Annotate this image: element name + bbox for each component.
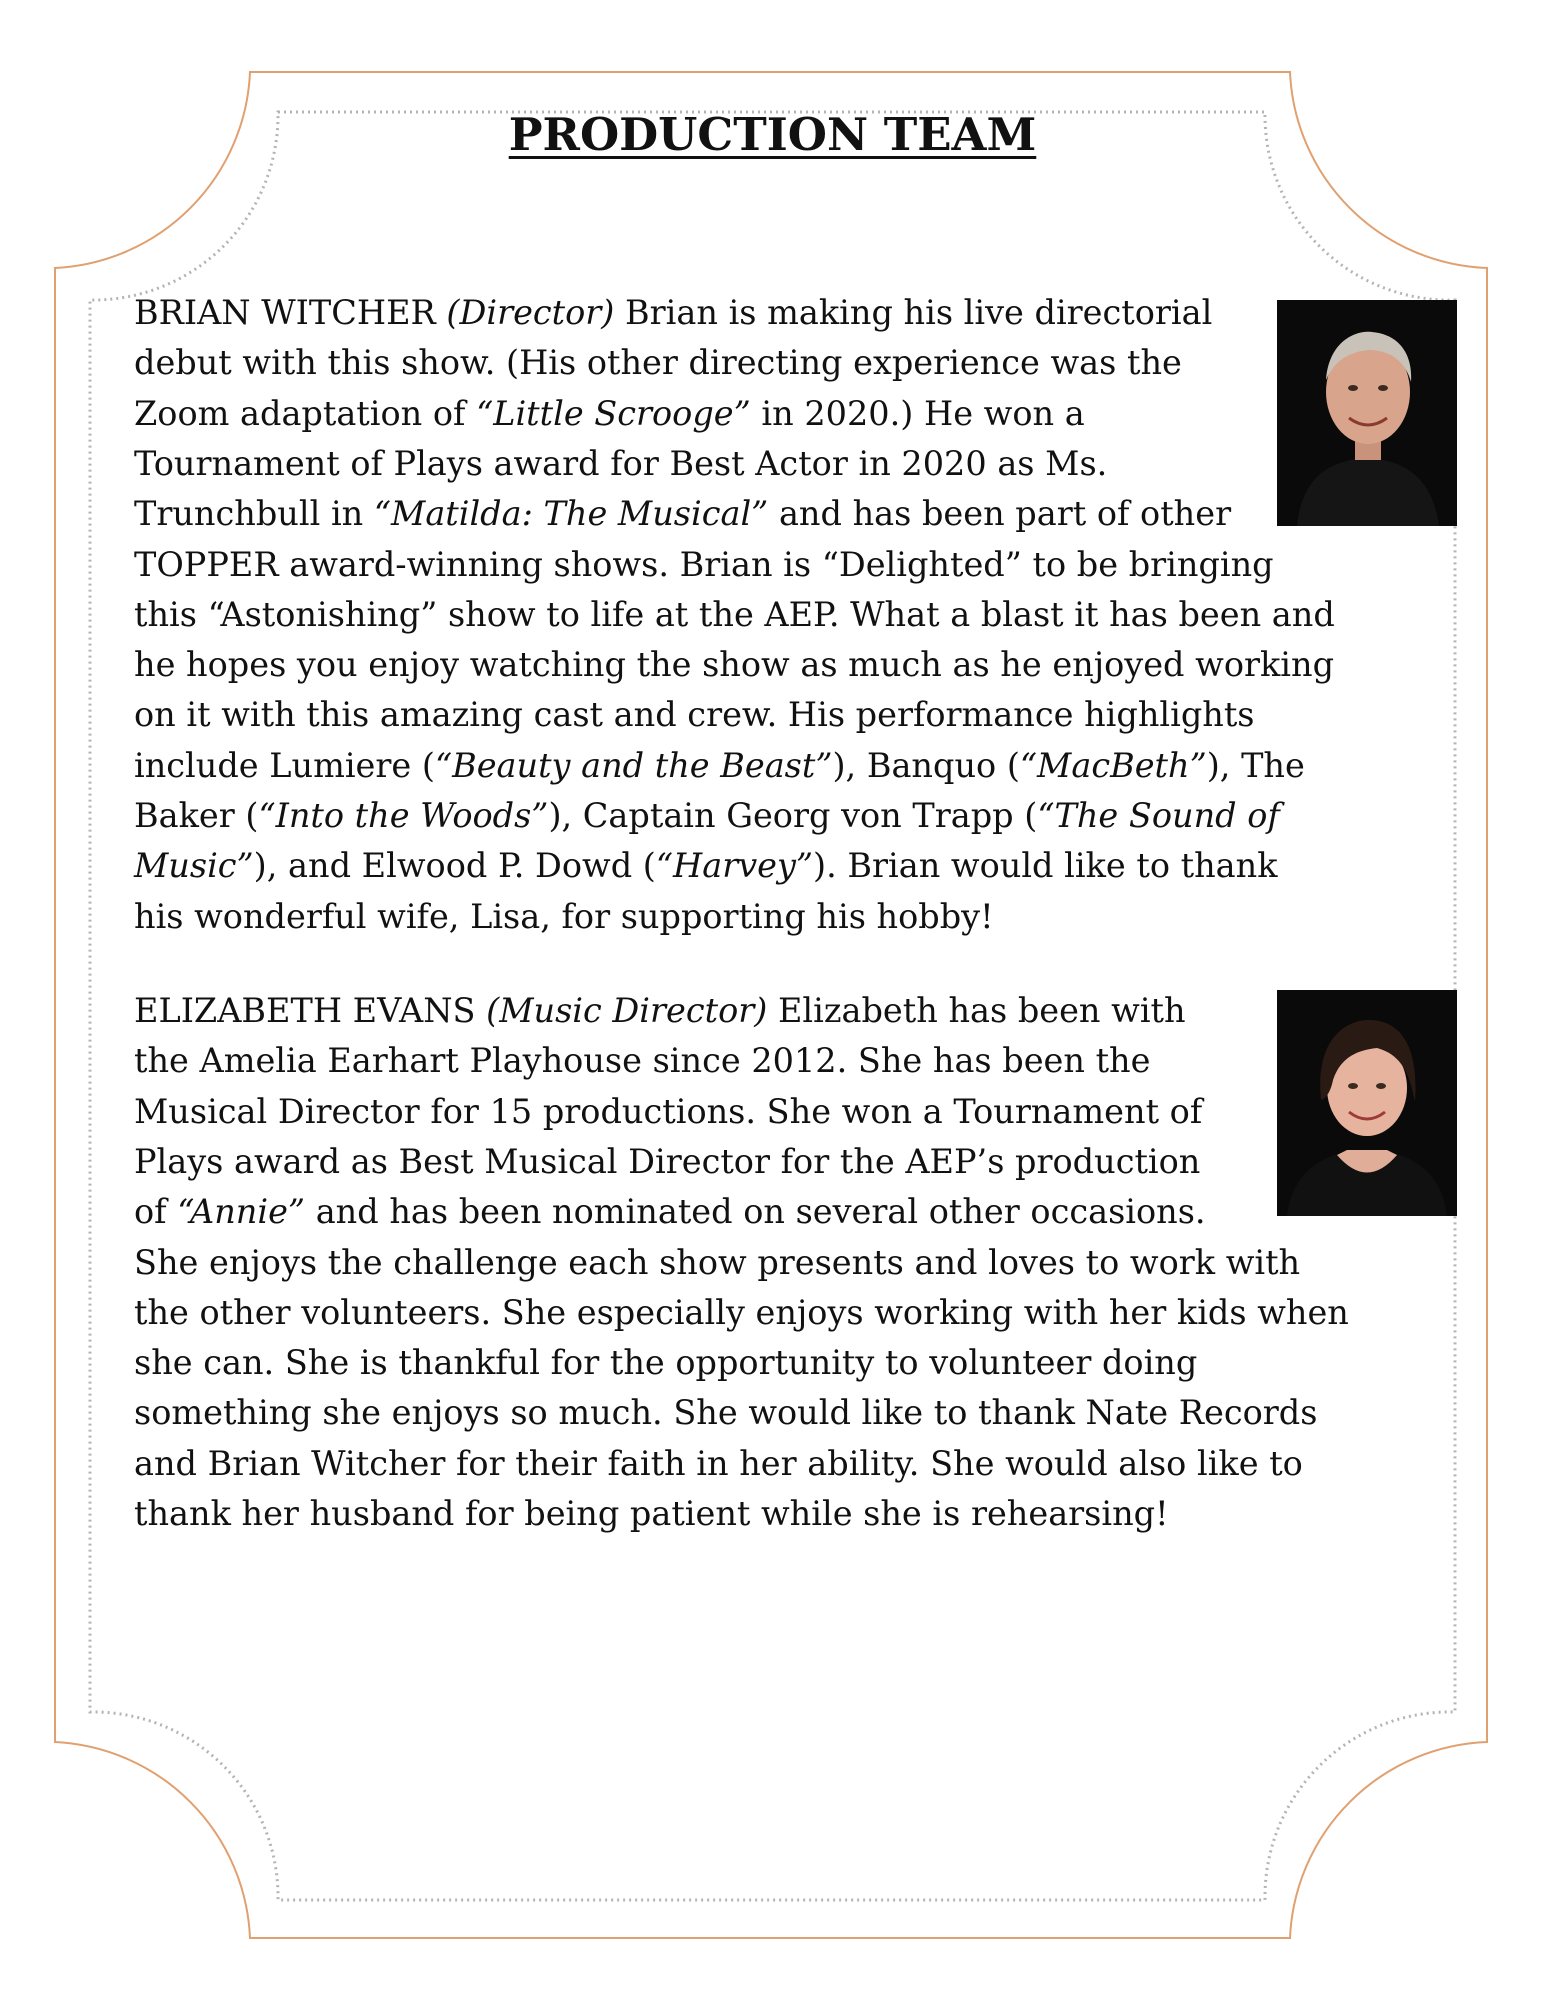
text-run: and has been part of other (768, 494, 1232, 534)
bio-line (134, 339, 1182, 387)
text-run: she can. She is thankful for the opportunity to volunteer doing (134, 1343, 1198, 1383)
bio-line (134, 987, 1186, 1035)
bio-line (134, 1490, 1169, 1538)
italic-text: (Music Director) (486, 991, 768, 1030)
elizabeth-evans-photo (1277, 990, 1457, 1216)
text-run: ). Brian would like to thank (813, 846, 1278, 886)
bio-line (134, 1138, 1200, 1186)
text-run: on it with this amazing cast and crew. His performance highlights (134, 695, 1255, 735)
text-run: ), Captain Georg von Trapp ( (548, 796, 1038, 835)
text-run: his wonderful wife, Lisa, for supporting his hobby! (134, 896, 994, 936)
text-run: ), The (1206, 745, 1305, 785)
text-run: and has been nominated on several other occasions. (305, 1192, 1206, 1232)
text-run: this “Astonishing” show to life at the AEP. What a blast it has been and (134, 594, 1335, 634)
bio-line (134, 440, 1107, 488)
bio-line (134, 541, 1274, 589)
italic-text: “Beauty and the Beast” (434, 745, 833, 785)
text-run: Zoom adaptation of (134, 393, 477, 433)
bio-line (134, 842, 1278, 890)
text-run: include Lumiere ( (134, 745, 435, 785)
text-run: Plays award as Best Musical Director for the AEP’s production (134, 1141, 1201, 1181)
text-run: TOPPER award-winning shows. Brian is “Delighted” to be bringing (134, 544, 1274, 584)
italic-text: “MacBeth” (1019, 745, 1207, 785)
text-run: Tournament of Plays award for Best Actor in 2020 as Ms. (134, 443, 1108, 483)
bio-line (134, 1088, 1202, 1136)
text-run: Brian is making his live directorial (614, 293, 1213, 332)
bio-line (134, 691, 1255, 739)
text-run: thank her husband for being patient while she is rehearsing! (134, 1494, 1169, 1533)
bio-line (134, 490, 1231, 538)
italic-text: (Director) (446, 293, 615, 332)
text-run: and Brian Witcher for their faith in her ability. She would also like to (134, 1443, 1303, 1483)
bio-line (134, 1037, 1150, 1085)
text-run: Baker ( (134, 796, 259, 835)
text-run: ), Banquo ( (832, 745, 1020, 785)
text-run: She enjoys the challenge each show presents and loves to work with (134, 1242, 1301, 1282)
bio-line (134, 390, 1085, 438)
text-run: the other volunteers. She especially enjoys working with her kids when (134, 1292, 1349, 1332)
italic-text: “Annie” (177, 1192, 306, 1232)
bio-line (134, 1440, 1303, 1488)
text-run: Trunchbull in (134, 494, 374, 534)
bio-line (134, 641, 1334, 689)
italic-text: “Harvey” (655, 846, 814, 886)
text-run: ), and Elwood P. Dowd ( (253, 846, 656, 886)
italic-text: “Matilda: The Musical” (373, 494, 769, 534)
bio-line (134, 893, 994, 941)
italic-text: Music” (134, 846, 254, 886)
bio-line (134, 591, 1335, 639)
bio-line (134, 1339, 1197, 1387)
text-run: of (134, 1192, 178, 1232)
brian-witcher-photo (1277, 300, 1457, 526)
italic-text: “Into the Woods” (258, 796, 549, 835)
italic-text: “The Sound of (1037, 796, 1280, 835)
text-run: he hopes you enjoy watching the show as much as he enjoyed working (134, 645, 1335, 685)
text-run: the Amelia Earhart Playhouse since 2012. She has been the (134, 1041, 1151, 1081)
text-run: BRIAN WITCHER (134, 293, 447, 332)
bio-line (134, 1289, 1349, 1337)
text-run: Elizabeth has been with (767, 991, 1186, 1030)
bio-line (134, 1188, 1206, 1236)
text-run: ELIZABETH EVANS (134, 991, 487, 1030)
italic-text: “Little Scrooge” (476, 393, 751, 433)
bio-line (134, 792, 1280, 840)
bio-line (134, 742, 1305, 790)
text-run: debut with this show. (His other directing experience was the (134, 343, 1182, 383)
bio-line (134, 1389, 1317, 1437)
page-title: PRODUCTION TEAM (508, 108, 1037, 161)
text-run: in 2020.) He won a (750, 393, 1085, 433)
bio-line (134, 289, 1212, 337)
text-run: something she enjoys so much. She would like to thank Nate Records (134, 1393, 1318, 1433)
text-run: Musical Director for 15 productions. She won a Tournament of (134, 1091, 1203, 1131)
bio-line (134, 1239, 1300, 1287)
